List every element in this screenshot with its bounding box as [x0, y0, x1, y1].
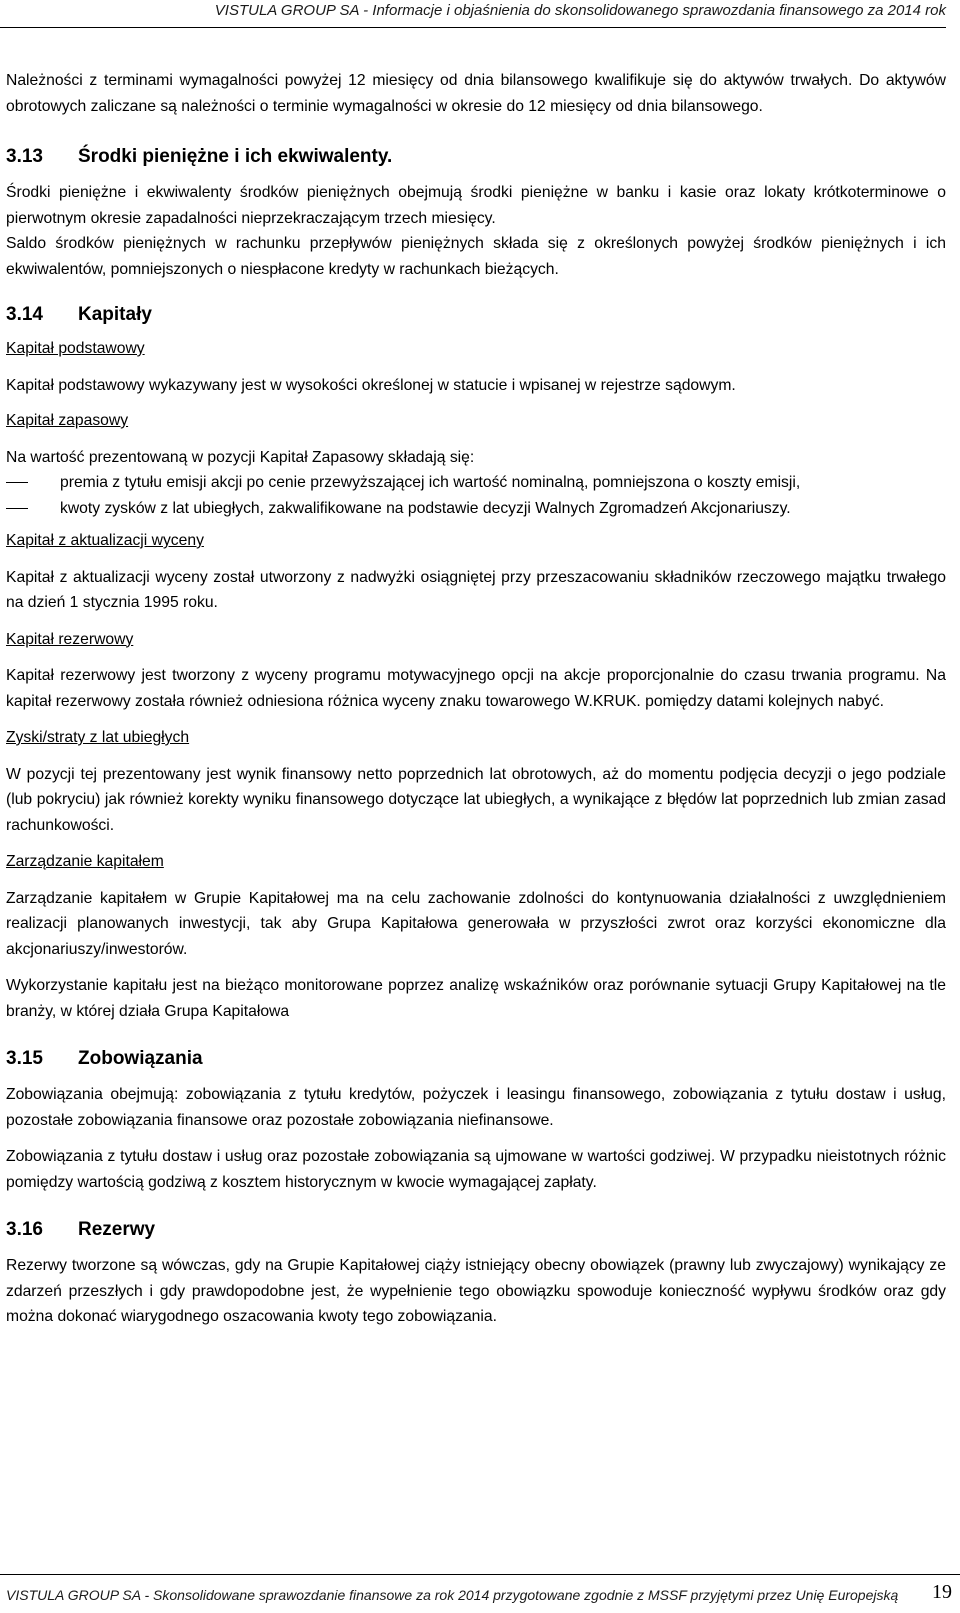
paragraph: Saldo środków pieniężnych w rachunku przepływów pieniężnych składa się z określonych powyżej środków pieniężnych i ich ekwiwalentów, pomniejszonych o niespłacone kredyty w rachunkach bieżących. — [6, 235, 946, 278]
section-title: Kapitały — [78, 304, 152, 325]
dash-bullet-icon — [6, 482, 28, 483]
section-number: 3.15 — [6, 1048, 43, 1069]
paragraph: Zarządzanie kapitałem w Grupie Kapitałowej ma na celu zachowanie zdolności do kontynuowania działalności z uwzględnieniem realizacji planowanych inwestycji, tak aby Grupa Kapitałowa generowała w przyszłości zwrot oraz korzyści ekonomiczne dla akcjonariuszy/inwestorów. — [6, 889, 946, 958]
paragraph: Kapitał podstawowy wykazywany jest w wysokości określonej w statucie i wpisanej w rejestrze sądowym. — [6, 376, 736, 394]
paragraph: W pozycji tej prezentowany jest wynik finansowy netto poprzednich lat obrotowych, aż do momentu podjęcia decyzji o jego podziale (lub pokryciu) jak również korekty wyniku finansowego dotyczące lat ubiegłych, a wynikające z błędów lat poprzednich lub zmian zasad rachunkowości. — [6, 765, 946, 834]
list-item: premia z tytułu emisji akcji po cenie przewyższającej ich wartość nominalną, pomniejszona o koszty emisji, — [6, 470, 946, 496]
header-title: VISTULA GROUP SA - Informacje i objaśnienia do skonsolidowanego sprawozdania finansowego za 2014 rok — [214, 2, 946, 19]
subheading-kapital-podstawowy: Kapitał podstawowy — [6, 340, 145, 357]
intro-paragraph: Należności z terminami wymagalności powyżej 12 miesięcy od dnia bilansowego kwalifikuje się do aktywów trwałych. Do aktywów obrotowych zaliczane są należności o terminie wymagalności w okresie do 12 miesięcy od dnia bilansowego. — [6, 72, 946, 115]
section-heading-3-14 — [6, 302, 946, 328]
subheading-zyski-straty: Zyski/straty z lat ubiegłych — [6, 729, 190, 746]
paragraph: Kapitał rezerwowy jest tworzony z wyceny programu motywacyjnego opcji na akcje proporcjonalnie do czasu trwania programu. Na kapitał rezerwowy została również odniesiona różnica wyceny znaku towarowego W.KRUK. pomiędzy datami kolejnych nabyć. — [6, 667, 946, 710]
section-heading-3-13 — [6, 144, 946, 170]
paragraph: Na wartość prezentowaną w pozycji Kapitał Zapasowy składają się: — [6, 448, 475, 466]
section-number: 3.13 — [6, 146, 43, 167]
section-title: Zobowiązania — [78, 1048, 203, 1069]
page-number: 19 — [932, 1581, 952, 1603]
section-heading-3-15 — [6, 1046, 946, 1072]
section-number: 3.14 — [6, 304, 43, 325]
list-item: kwoty zysków z lat ubiegłych, zakwalifikowane na podstawie decyzji Walnych Zgromadzeń Akcjonariuszy. — [6, 496, 946, 522]
footer-text: VISTULA GROUP SA - Skonsolidowane sprawozdanie finansowe za rok 2014 przygotowane zgodnie z MSSF przyjętymi przez Unię Europejską — [6, 1587, 899, 1603]
paragraph: Zobowiązania obejmują: zobowiązania z tytułu kredytów, pożyczek i leasingu finansowego, zobowiązania z tytułu dostaw i usług, pozostałe zobowiązania finansowe oraz pozostałe zobowiązania niefinansowe. — [6, 1086, 946, 1129]
section-heading-3-16 — [6, 1217, 946, 1243]
subheading-kapital-zapasowy: Kapitał zapasowy — [6, 412, 129, 429]
paragraph: Rezerwy tworzone są wówczas, gdy na Grupie Kapitałowej ciąży istniejący obecny obowiązek (prawny lub zwyczajowy) wynikający ze zdarzeń przeszłych i gdy prawdopodobne jest, że wypełnienie tego obowiązku spowoduje konieczność wypływu środków oraz gdy można dokonać wiarygodnego oszacowania kwoty tego zobowiązania. — [6, 1257, 946, 1325]
subheading-kapital-z-aktualizacji: Kapitał z aktualizacji wyceny — [6, 532, 204, 549]
page-header — [0, 0, 946, 28]
paragraph: Zobowiązania z tytułu dostaw i usług oraz pozostałe zobowiązania są ujmowane w wartości godziwej. W przypadku nieistotnych różnic pomiędzy wartością godziwą z kosztem historycznym w kwocie wymagającej zapłaty. — [6, 1148, 946, 1191]
paragraph: Środki pieniężne i ekwiwalenty środków pieniężnych obejmują środki pieniężne w banku i kasie oraz lokaty krótkoterminowe o pierwotnym okresie zapadalności nieprzekraczającym trzech miesięcy. — [6, 184, 946, 227]
dash-bullet-icon — [6, 508, 28, 509]
document-body — [6, 68, 946, 1330]
subheading-kapital-rezerwowy: Kapitał rezerwowy — [6, 630, 134, 648]
subheading-zarzadzanie-kapitalem: Zarządzanie kapitałem — [6, 853, 164, 870]
section-title: Rezerwy — [78, 1219, 156, 1240]
paragraph: Wykorzystanie kapitału jest na bieżąco monitorowane poprzez analizę wskaźników oraz porównanie sytuacji Grupy Kapitałowej na tle branży, w której działa Grupa Kapitałowa — [6, 977, 946, 1020]
paragraph: Kapitał z aktualizacji wyceny został utworzony z nadwyżki osiągniętej przy przeszacowaniu składników rzeczowego majątku trwałego na dzień 1 stycznia 1995 roku. — [6, 568, 946, 611]
bullet-list — [6, 470, 946, 521]
section-number: 3.16 — [6, 1219, 43, 1240]
page-footer — [0, 1574, 960, 1611]
section-title: Środki pieniężne i ich ekwiwalenty. — [78, 146, 393, 167]
